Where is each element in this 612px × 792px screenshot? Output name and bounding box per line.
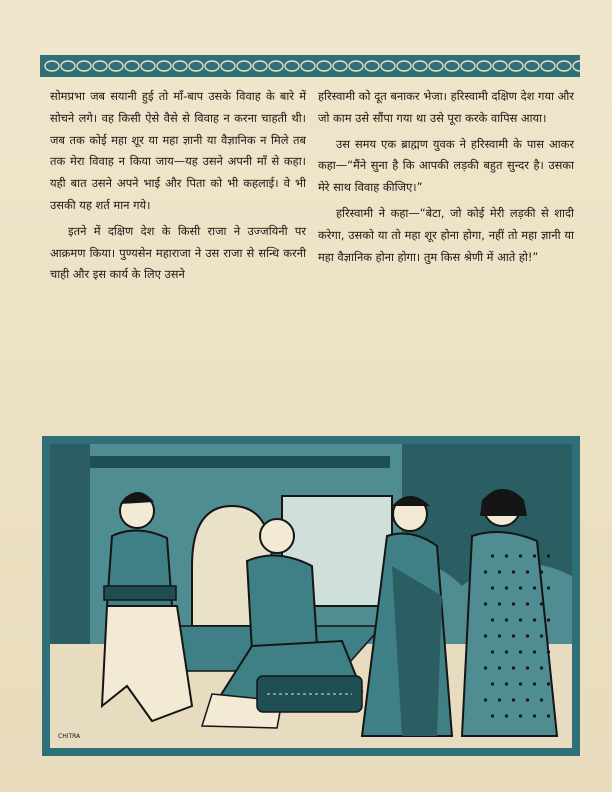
sari-dot (491, 586, 494, 589)
sari-dot (491, 650, 494, 653)
sari-dot (540, 634, 543, 637)
sari-dot (484, 666, 487, 669)
sari-dot (512, 698, 515, 701)
upper-beam (90, 456, 390, 468)
sari-dot (526, 698, 529, 701)
sari-dot (491, 618, 494, 621)
sari-dot (540, 666, 543, 669)
sari-dot (505, 682, 508, 685)
decorative-border (40, 55, 580, 77)
sari-dot (519, 714, 522, 717)
sari-dot (533, 618, 536, 621)
sari-dot (512, 602, 515, 605)
left-paragraph-1: सोमप्रभा जब सयानी हुई तो माँ-बाप उसके विवाह के बारे में सोचने लगे। वह किसी ऐसे वैसे से विवाह न करना चाहती थी। जब तक कोई महा शूर या महा ज्ञानी या वैज्ञानिक न मिले तब तक मेरा विवाह न किया जाय—यह उसने अपनी माँ से कहा। यही बात उसने अपने भाई और पिता को भी कहलाई। वे भी उसकी यह शर्त मान गये। (50, 89, 306, 212)
sari-dot (540, 698, 543, 701)
right-column (318, 86, 574, 268)
sari-dot (491, 682, 494, 685)
artist-signature: CHITRA (58, 733, 81, 740)
sari-dot (533, 682, 536, 685)
sari-dot (484, 602, 487, 605)
sari-dot (547, 650, 550, 653)
sari-dot (547, 554, 550, 557)
text-columns (50, 86, 580, 421)
sari-dot (519, 554, 522, 557)
sari-dot (491, 714, 494, 717)
left-column (50, 86, 306, 286)
sari-dot (505, 586, 508, 589)
story-illustration (42, 436, 580, 756)
sari-dot (547, 682, 550, 685)
sari-dot (484, 634, 487, 637)
sari-dot (505, 650, 508, 653)
sari-dot (547, 714, 550, 717)
sari-dot (533, 714, 536, 717)
right-paragraph-3: हरिस्वामी ने कहा—“बेटा, जो कोई मेरी लड़की से शादी करेगा, उसको या तो महा शूर होना होगा, नहीं तो महा ज्ञानी या महा वैज्ञानिक होना होगा। तुम किस श्रेणी में आते हो!” (318, 205, 574, 264)
sari-dot (498, 634, 501, 637)
sari-dot (512, 666, 515, 669)
sari-dot (533, 586, 536, 589)
sari-dot (498, 602, 501, 605)
sari-dot (519, 586, 522, 589)
sari-dot (547, 618, 550, 621)
sari-dot (484, 698, 487, 701)
right-paragraph-1: हरिस्वामी को दूत बनाकर भेजा। हरिस्वामी दक्षिण देश गया और जो काम उसे सौंपा गया था उसे पूरा करके वापिस आया। (318, 89, 574, 125)
sari-dot (526, 666, 529, 669)
sari-dot (526, 634, 529, 637)
sari-dot (540, 570, 543, 573)
sari-dot (491, 554, 494, 557)
sari-dot (498, 570, 501, 573)
sari-dot (540, 602, 543, 605)
sari-dot (512, 570, 515, 573)
sari-dot (512, 634, 515, 637)
sari-dot (519, 682, 522, 685)
sari-dot (519, 618, 522, 621)
sari-dot (505, 714, 508, 717)
left-paragraph-2: इतने में दक्षिण देश के किसी राजा ने उज्जयिनी पर आक्रमण किया। पुण्यसेन महाराजा ने उस राजा से सन्धि करनी चाही और इस कार्य के लिए उसने (50, 223, 306, 282)
sari-dot (547, 586, 550, 589)
right-paragraph-2: उस समय एक ब्राह्मण युवक ने हरिस्वामी के पास आकर कहा—“मैंने सुना है कि आपकी लड़की बहुत सुन्दर है। उसका मेरे साथ विवाह कीजिए।” (318, 136, 574, 195)
sari-dot (533, 650, 536, 653)
sari-dot (526, 602, 529, 605)
sari-dot (519, 650, 522, 653)
sari-dot (498, 666, 501, 669)
sari-dot (484, 570, 487, 573)
sari-dot (533, 554, 536, 557)
sari-dot (505, 554, 508, 557)
sari-dot (505, 618, 508, 621)
sari-dot (526, 570, 529, 573)
sari-dot (498, 698, 501, 701)
